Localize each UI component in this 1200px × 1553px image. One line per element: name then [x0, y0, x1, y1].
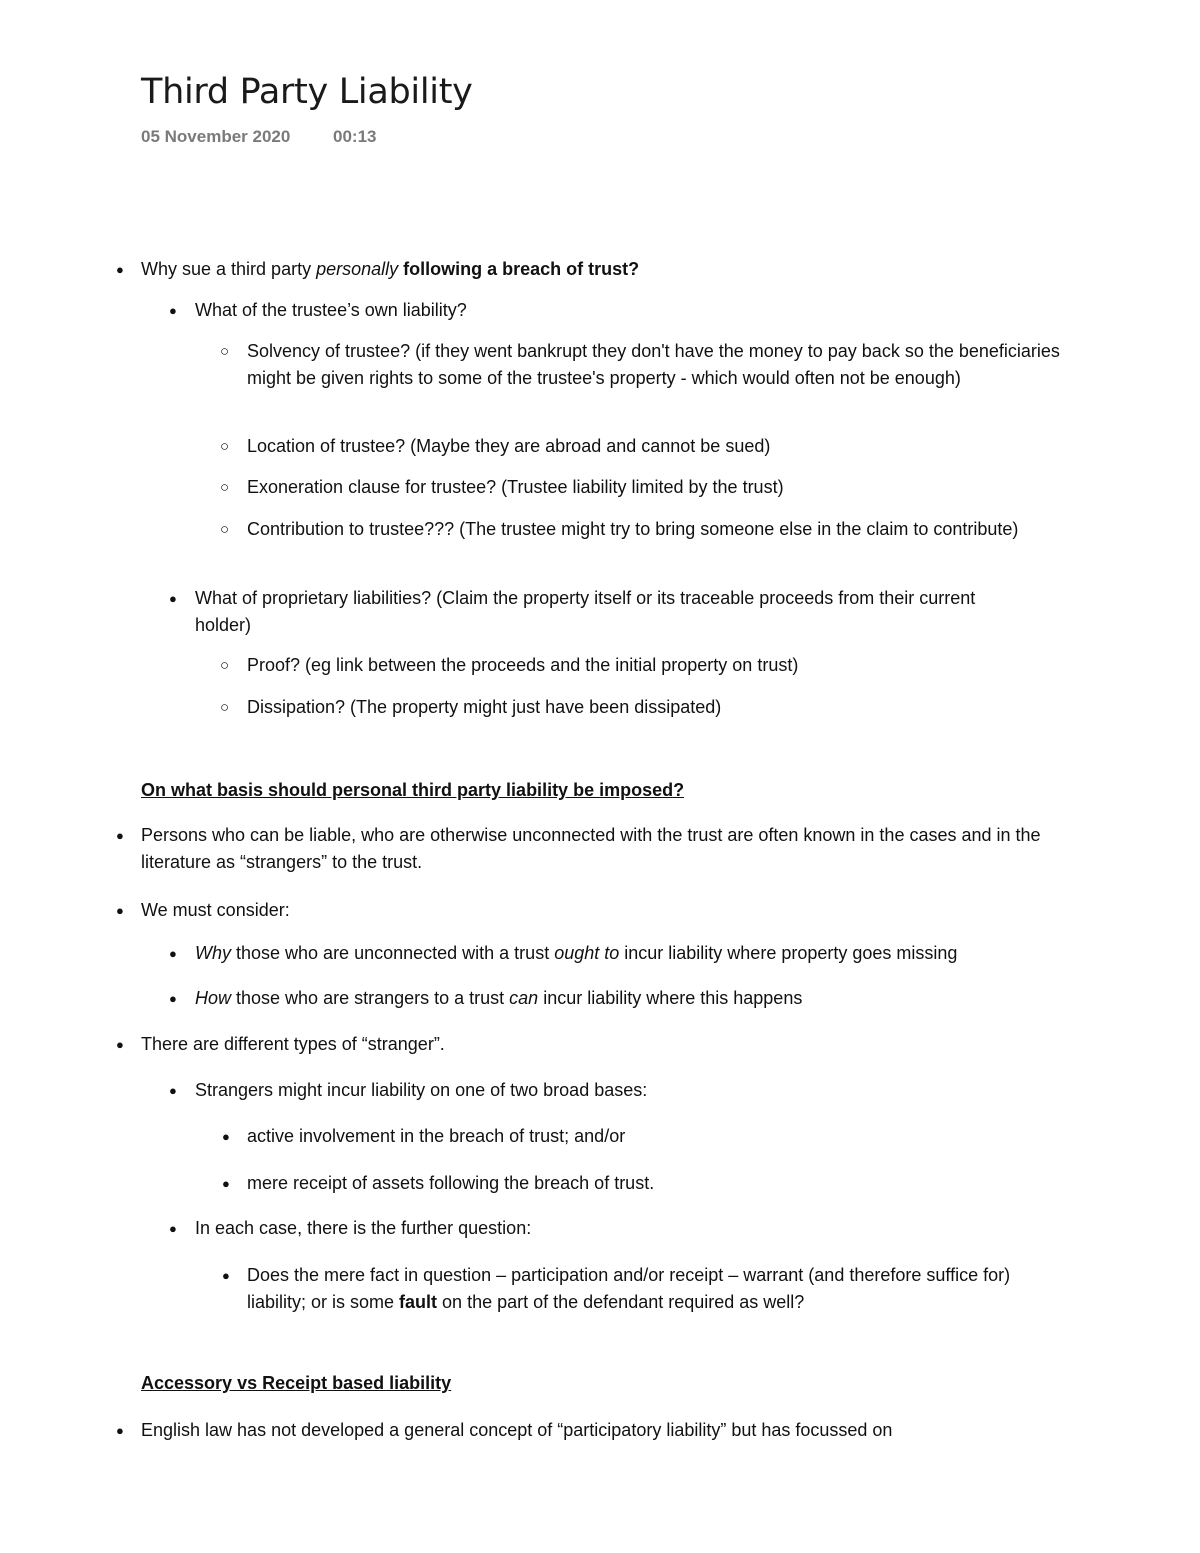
- list-item: English law has not developed a general concept of “participatory liability” but has focussed on: [141, 1420, 893, 1440]
- section-heading: Accessory vs Receipt based liability: [141, 1373, 452, 1393]
- list-item: Does the mere fact in question – participation and/or receipt – warrant (and therefore suffice for) liability; or is some fault on the part of the defendant required as well?: [247, 1265, 1011, 1312]
- circle-bullet-icon: [220, 433, 229, 460]
- list-item: What of the trustee’s own liability?: [195, 300, 467, 320]
- list-item: Persons who can be liable, who are otherwise unconnected with the trust are often known in the cases and in the literature as “strangers” to the trust.: [141, 825, 1041, 872]
- list-item: There are different types of “stranger”.: [141, 1034, 445, 1054]
- list-item: We must consider:: [141, 900, 290, 920]
- section-heading: On what basis should personal third party liability be imposed?: [141, 780, 685, 800]
- bullet-icon: [169, 940, 177, 967]
- bullet-icon: [169, 1215, 177, 1242]
- note-date: 05 November 2020: [141, 127, 291, 146]
- list-item: Contribution to trustee??? (The trustee might try to bring someone else in the claim to contribute): [247, 519, 1019, 539]
- circle-bullet-icon: [220, 652, 229, 679]
- list-item: In each case, there is the further question:: [195, 1218, 532, 1238]
- bullet-icon: [169, 297, 177, 324]
- circle-bullet-icon: [220, 474, 229, 501]
- bullet-icon: [169, 985, 177, 1012]
- circle-bullet-icon: [220, 338, 229, 365]
- list-item: Why those who are unconnected with a trust ought to incur liability where property goes missing: [195, 943, 958, 963]
- circle-bullet-icon: [220, 516, 229, 543]
- bullet-icon: [116, 822, 124, 849]
- bullet-icon: [222, 1170, 230, 1197]
- list-item: What of proprietary liabilities? (Claim the property itself or its traceable proceeds from their current holder): [195, 588, 976, 635]
- list-item: Strangers might incur liability on one of two broad bases:: [195, 1080, 648, 1100]
- bullet-icon: [169, 1077, 177, 1104]
- circle-bullet-icon: [220, 694, 229, 721]
- list-item: Proof? (eg link between the proceeds and the initial property on trust): [247, 655, 799, 675]
- bullet-icon: [116, 897, 124, 924]
- bullet-icon: [116, 256, 124, 283]
- list-item: Dissipation? (The property might just have been dissipated): [247, 697, 722, 717]
- bullet-icon: [116, 1031, 124, 1058]
- list-item: Why sue a third party personally following a breach of trust?: [141, 259, 640, 279]
- list-item: How those who are strangers to a trust can incur liability where this happens: [195, 988, 803, 1008]
- list-item: Solvency of trustee? (if they went bankrupt they don't have the money to pay back so the beneficiaries might be given rights to some of the trustee's property - which would often not be enough): [247, 341, 1060, 388]
- bullet-icon: [222, 1123, 230, 1150]
- bullet-icon: [116, 1417, 124, 1444]
- list-item: Location of trustee? (Maybe they are abroad and cannot be sued): [247, 436, 771, 456]
- list-item: active involvement in the breach of trust; and/or: [247, 1126, 626, 1146]
- bullet-icon: [222, 1262, 230, 1289]
- list-item: mere receipt of assets following the breach of trust.: [247, 1173, 655, 1193]
- note-time: 00:13: [333, 127, 377, 146]
- page-title: Third Party Liability: [141, 72, 473, 112]
- bullet-icon: [169, 585, 177, 612]
- list-item: Exoneration clause for trustee? (Trustee liability limited by the trust): [247, 477, 784, 497]
